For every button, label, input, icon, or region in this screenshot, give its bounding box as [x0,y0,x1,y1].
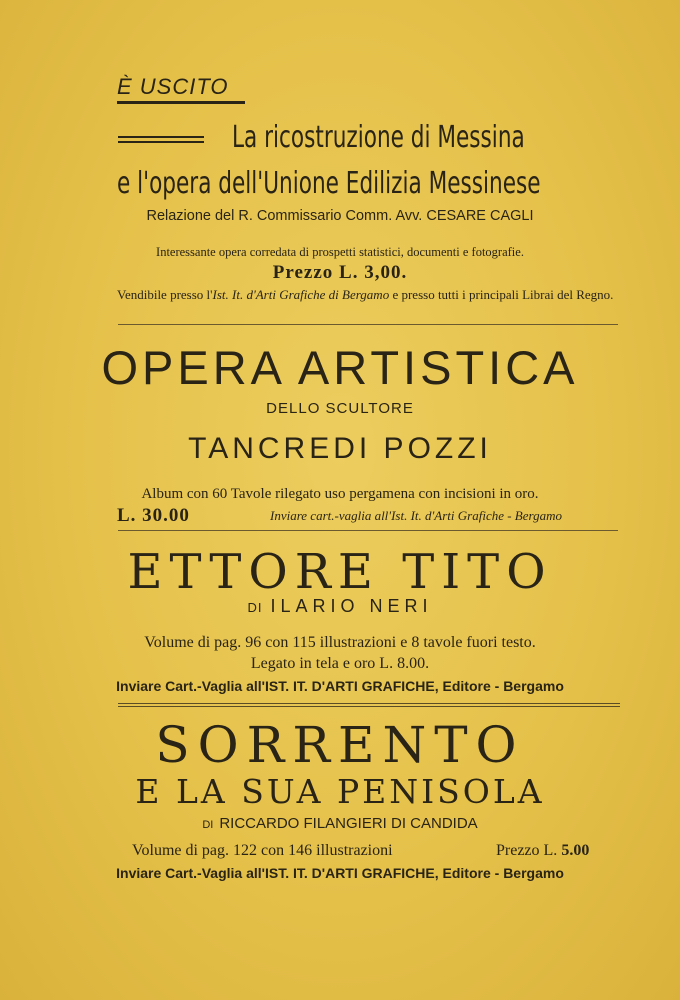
price-value: 5.00 [561,842,590,859]
book3-author: ILARIO NERI [270,596,433,616]
book1-title-line1: La ricostruzione di Messina [232,120,525,155]
book4-description: Volume di pag. 122 con 146 illustrazioni [132,842,393,859]
section-divider [118,530,618,531]
book2-subtitle: DELLO SCULTORE [266,400,414,417]
book4-author: RICCARDO FILANGIERI DI CANDIDA [219,815,478,832]
book1-price: Prezzo L. 3,00. [272,262,408,283]
sale-publisher: Ist. It. d'Arti Grafiche di Bergamo [212,287,390,302]
author-prefix: DI [247,600,263,615]
book2-price: L. 30.00 [117,505,190,526]
header-underline [117,101,245,104]
sale-suffix: e presso tutti i principali Librai del Regno. [389,287,614,302]
section-divider [118,324,618,325]
price-label: Prezzo L. [496,842,558,859]
section-divider [118,703,620,704]
book2-title: OPERA ARTISTICA [101,341,579,394]
book3-title: ETTORE TITO [127,544,553,600]
book4-subtitle: E LA SUA PENISOLA [135,772,545,811]
book4-price [496,842,589,860]
book1-sale-note [117,287,619,303]
book4-author-line [0,815,680,832]
author-prefix: DI [202,819,214,831]
book2-description: Album con 60 Tavole rilegato uso pergamena con incisioni in oro. [141,486,539,502]
book3-author-line [0,596,680,617]
book3-description: Volume di pag. 96 con 115 illustrazioni e 8 tavole fuori testo. [144,634,536,651]
book1-title-line2: e l'opera dell'Unione Edilizia Messinese [117,166,541,201]
decorative-dash [118,136,204,138]
book2-artist: TANCREDI POZZI [188,432,492,465]
book1-subtitle: Relazione del R. Commissario Comm. Avv. CESARE CAGLI [146,208,534,224]
section-divider [118,706,620,707]
book3-order-note: Inviare Cart.-Vaglia all'IST. IT. D'ARTI GRAFICHE, Editore - Bergamo [116,678,564,694]
book1-description: Interessante opera corredata di prospetti statistici, documenti e fotografie. [156,245,524,259]
header-label: È USCITO [117,74,229,99]
book4-title: SORRENTO [155,716,525,774]
sale-prefix: Vendibile presso l' [117,287,213,302]
book3-binding: Legato in tela e oro L. 8.00. [250,655,430,672]
book2-order-note: Inviare cart.-vaglia all'Ist. It. d'Arti Grafiche - Bergamo [270,508,562,523]
book4-order-note: Inviare Cart.-Vaglia all'IST. IT. D'ARTI GRAFICHE, Editore - Bergamo [116,865,564,881]
decorative-dash [118,141,204,143]
